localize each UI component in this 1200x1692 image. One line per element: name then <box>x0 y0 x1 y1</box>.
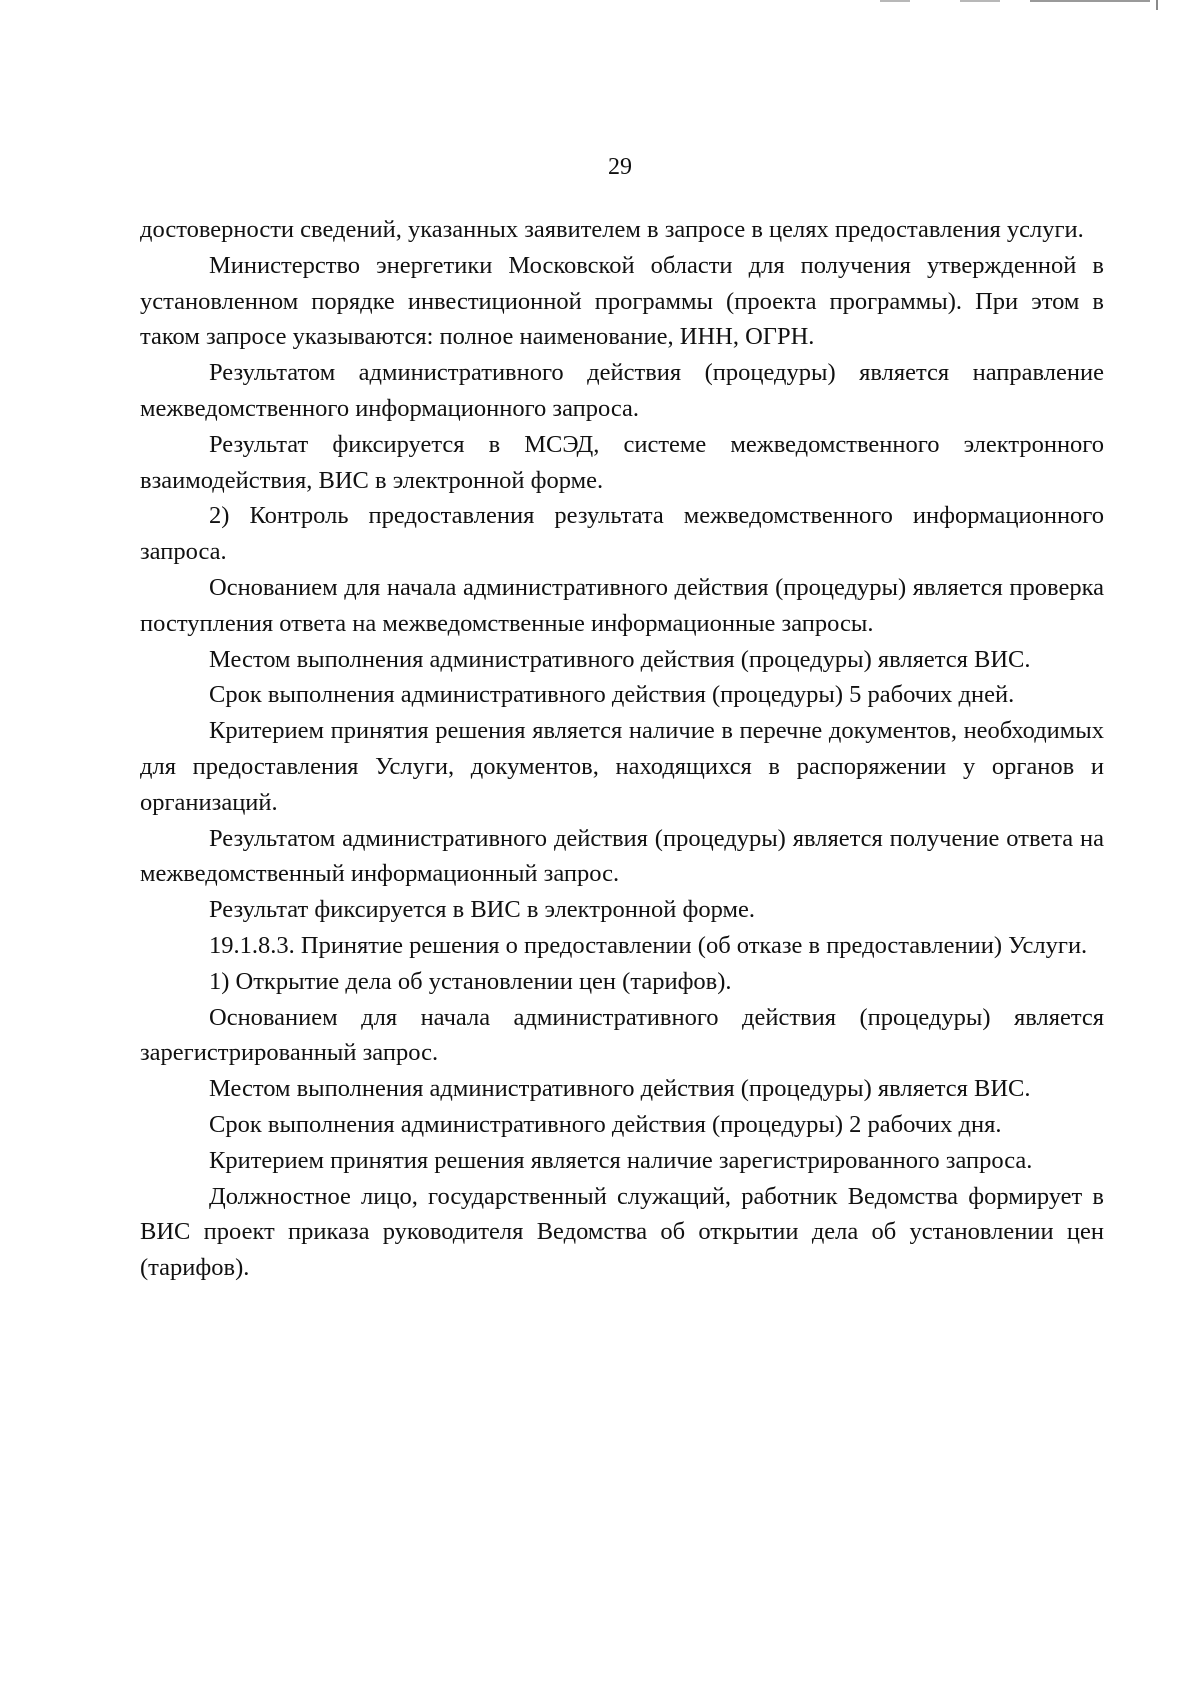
paragraph: Результатом административного действия (процедуры) является направление межведомственного информационного запроса. <box>140 359 1104 422</box>
paragraph: 1) Открытие дела об установлении цен (тарифов). <box>209 967 732 995</box>
paragraph: Критерием принятия решения является наличие в перечне документов, необходимых для предоставления Услуги, документов, находящихся в распоряжении у органов и организаций. <box>140 717 1104 816</box>
paragraph: Критерием принятия решения является наличие зарегистрированного запроса. <box>209 1146 1033 1174</box>
paragraph: 2) Контроль предоставления результата межведомственного информационного запроса. <box>140 502 1104 566</box>
paragraph: достоверности сведений, указанных заявителем в запросе в целях предоставления услуги. <box>140 216 1084 243</box>
paragraph: 19.1.8.3. Принятие решения о предоставлении (об отказе в предоставлении) Услуги. <box>209 931 1088 959</box>
paragraph: Результат фиксируется в ВИС в электронной форме. <box>209 896 755 924</box>
scan-edge-mark <box>1030 0 1150 2</box>
scan-edge-mark <box>960 0 1000 2</box>
paragraph: Срок выполнения административного действия (процедуры) 2 рабочих дня. <box>209 1110 1002 1138</box>
paragraph: Местом выполнения административного действия (процедуры) является ВИС. <box>209 1075 1031 1103</box>
paragraph: Министерство энергетики Московской области для получения утвержденной в установленном порядке инвестиционной программы (проекта программы). При этом в таком запросе указываются: полное наименование, ИНН, ОГРН. <box>140 251 1104 351</box>
page-number: 29 <box>608 154 632 180</box>
scan-edge-mark <box>880 0 910 2</box>
paragraph: Основанием для начала административного действия (процедуры) является зарегистрированный запрос. <box>140 1003 1104 1067</box>
paragraph: Срок выполнения административного действия (процедуры) 5 рабочих дней. <box>209 681 1015 709</box>
scan-edge-tick <box>1156 0 1158 10</box>
paragraph: Основанием для начала административного действия (процедуры) является проверка поступления ответа на межведомственные информационные запросы. <box>140 573 1104 637</box>
document-body <box>140 212 1104 1286</box>
paragraph: Должностное лицо, государственный служащий, работник Ведомства формирует в ВИС проект приказа руководителя Ведомства об открытии дела об установлении цен (тарифов). <box>140 1182 1104 1282</box>
paragraph: Результат фиксируется в МСЭД, системе межведомственного электронного взаимодействия, ВИС в электронной форме. <box>140 430 1104 494</box>
paragraph: Местом выполнения административного действия (процедуры) является ВИС. <box>209 645 1031 673</box>
paragraph: Результатом административного действия (процедуры) является получение ответа на межведомственный информационный запрос. <box>140 824 1104 888</box>
